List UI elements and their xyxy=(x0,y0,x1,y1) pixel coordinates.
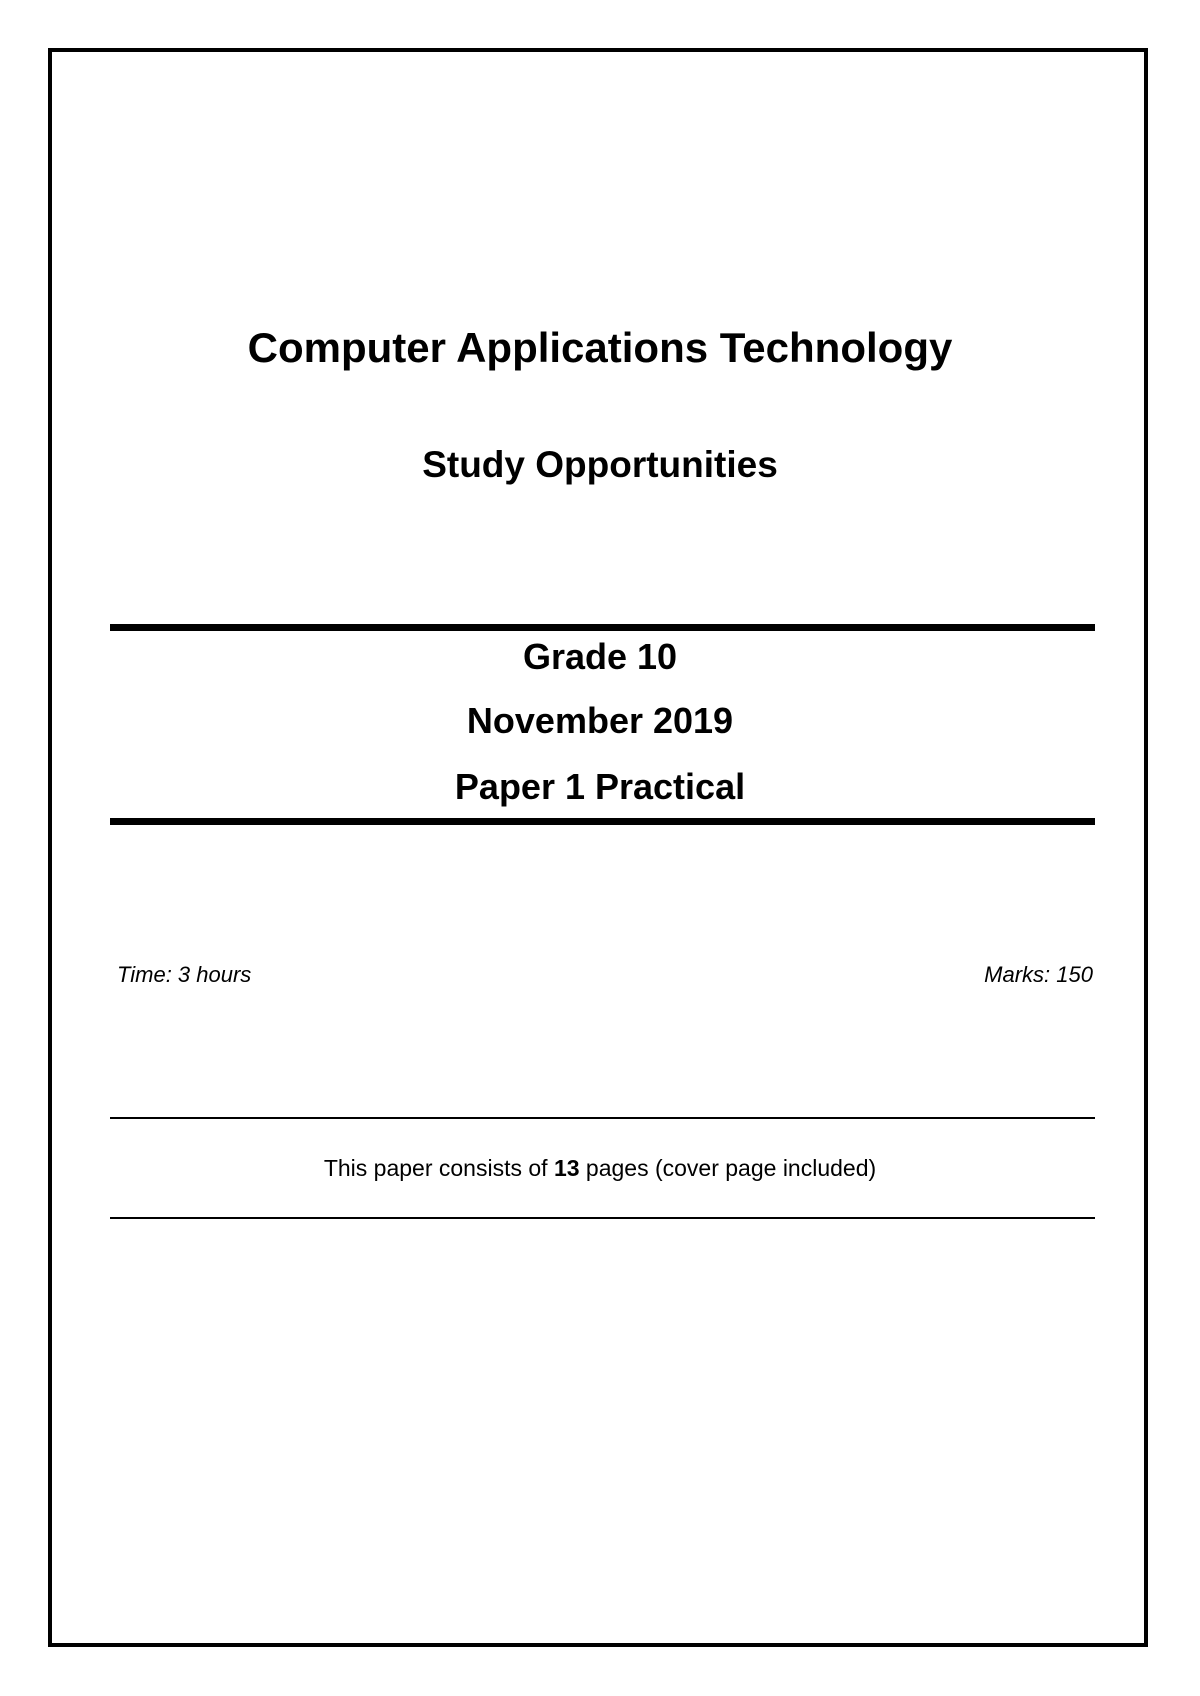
page-count-prefix: This paper consists of xyxy=(323,1155,554,1181)
grade-label: Grade 10 xyxy=(522,636,678,677)
subject-title: Computer Applications Technology xyxy=(247,324,953,371)
exam-date: November 2019 xyxy=(466,700,734,741)
divider-thin-top xyxy=(110,1117,1095,1119)
page-count-note xyxy=(0,1154,1200,1182)
total-marks: Marks: 150 xyxy=(984,962,1093,987)
paper-label: Paper 1 Practical xyxy=(454,766,746,807)
divider-thin-bottom xyxy=(110,1217,1095,1219)
page-border xyxy=(48,48,1148,1647)
time-allowed: Time: 3 hours xyxy=(117,962,252,987)
divider-thick-top xyxy=(110,624,1095,631)
subtitle: Study Opportunities xyxy=(422,444,778,485)
divider-thick-bottom xyxy=(110,818,1095,825)
page-count-suffix: pages (cover page included) xyxy=(579,1155,877,1181)
page-count-number: 13 xyxy=(553,1155,580,1181)
